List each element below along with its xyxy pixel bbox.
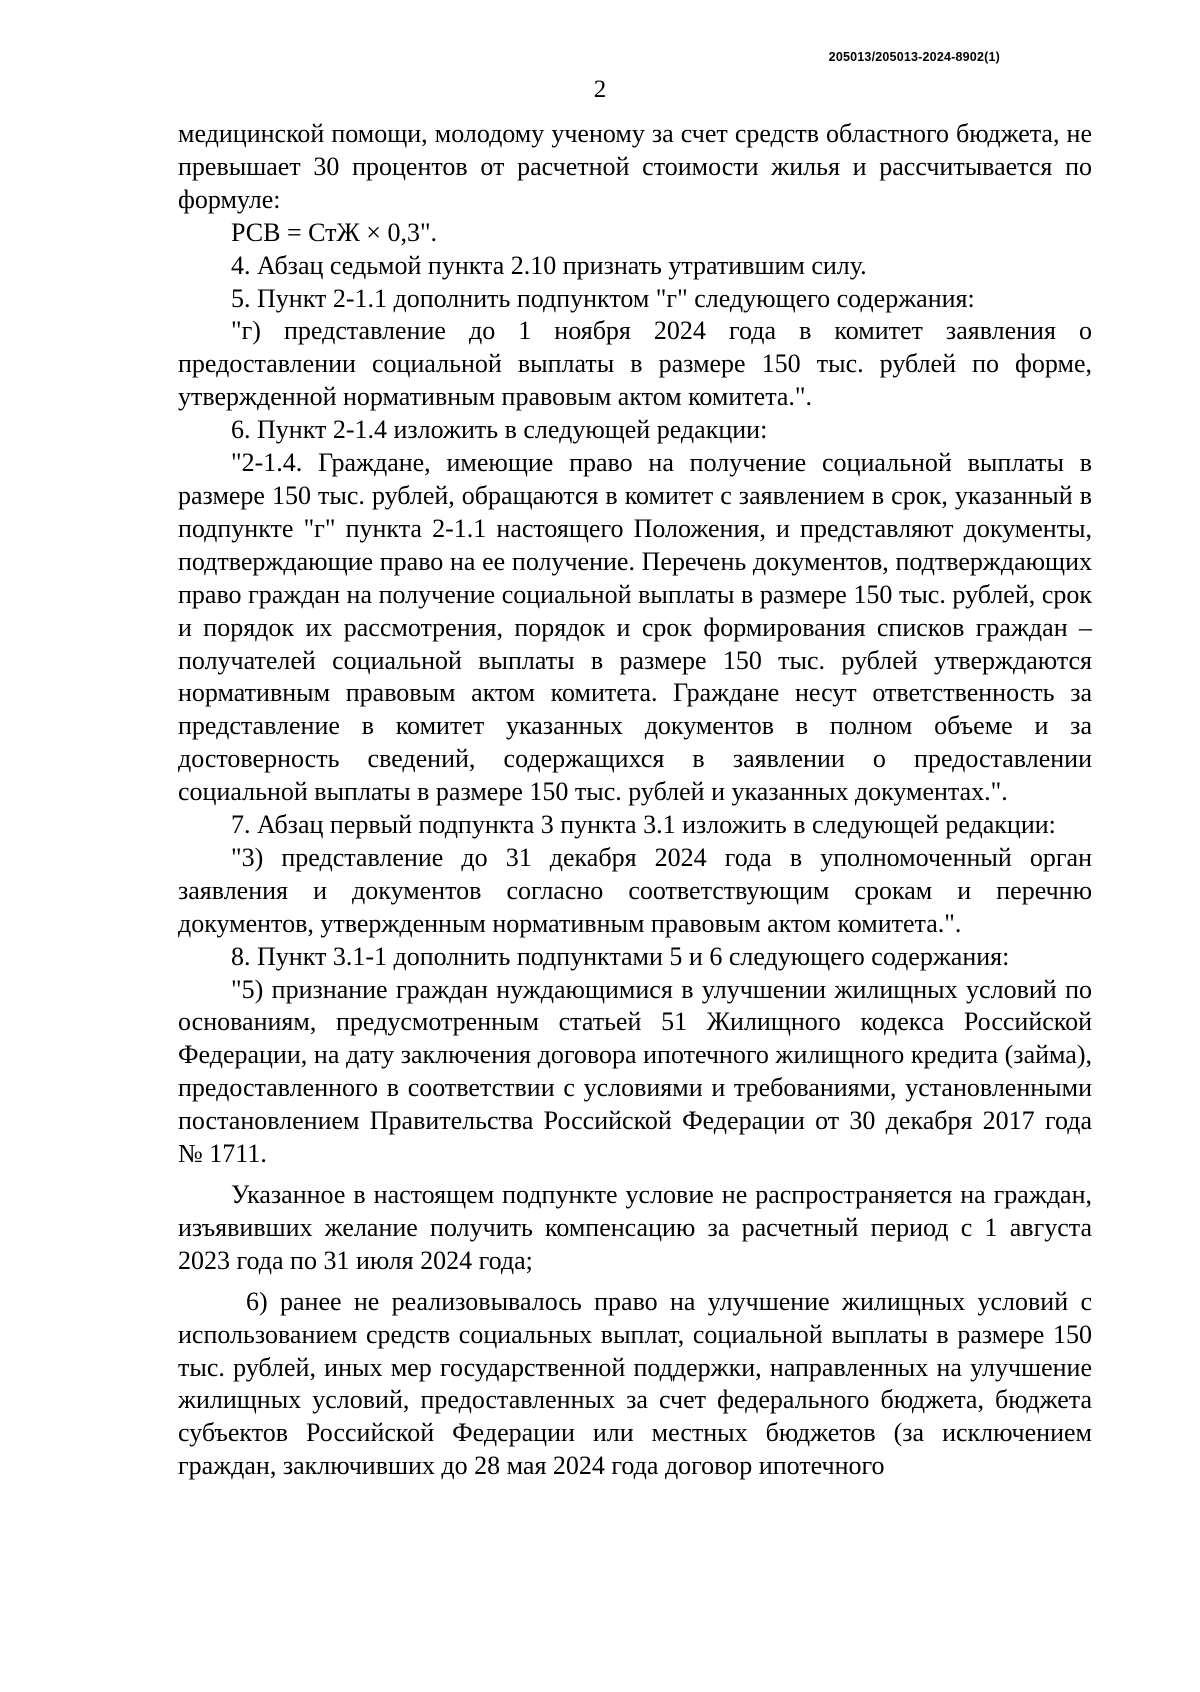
paragraph-item-5: 5. Пункт 2-1.1 дополнить подпунктом "г" следующего содержания: [231,283,975,313]
paragraph-item-4: 4. Абзац седьмой пункта 2.10 признать утратившим силу. [231,250,867,280]
paragraph-continuation: медицинской помощи, молодому ученому за счет средств областного бюджета, не превышает 30 процентов от расчетной стоимости жилья и рассчитывается по формуле: [178,119,1092,214]
paragraph-subitem-6: 6) ранее не реализовывалось право на улучшение жилищных условий с использованием средств социальных выплат, социальной выплаты в размере 150 тыс. рублей, иных мер государственной поддержки, направленных на улучшение жилищных условий, предоставленных за счет федерального бюджета, бюджета субъектов Российской Федерации или местных бюджетов (за исключением граждан, заключивших до 28 мая 2024 года договор ипотечного [178,1286,1092,1481]
document-body [178,118,1092,1483]
paragraph-subitem-g: "г) представление до 1 ноября 2024 года в комитет заявления о предоставлении социальной выплаты в размере 150 тыс. рублей по форме, утвержденной нормативным правовым актом комитета.". [178,316,1092,412]
paragraph-item-7: 7. Абзац первый подпункта 3 пункта 3.1 изложить в следующей редакции: [231,810,1056,840]
paragraph-subitem-3: "3) представление до 31 декабря 2024 года в уполномоченный орган заявления и документов согласно соответствующим срокам и перечню документов, утвержденным нормативным правовым актом комитета.". [178,842,1092,938]
page-number: 2 [593,76,607,103]
paragraph-subitem-5: "5) признание граждан нуждающимися в улучшении жилищных условий по основаниям, предусмотренным статьей 51 Жилищного кодекса Российской Федерации, на дату заключения договора ипотечного жилищного кредита (займа), предоставленного в соответствии с условиями и требованиями, установленными постановлением Правительства Российской Федерации от 30 декабря 2017 года № 1711. [178,974,1092,1169]
paragraph-item-8: 8. Пункт 3.1-1 дополнить подпунктами 5 и 6 следующего содержания: [231,941,1010,971]
paragraph-formula: РСВ = СтЖ × 0,3". [231,217,438,247]
paragraph-2-1-4: "2-1.4. Граждане, имеющие право на получение социальной выплаты в размере 150 тыс. рублей, обращаются в комитет с заявлением в срок, указанный в подпункте "г" пункта 2-1.1 настоящего Положения, и представляют документы, подтверждающие право на ее получение. Перечень документов, подтверждающих право граждан на получение социальной выплаты в размере 150 тыс. рублей, срок и порядок их рассмотрения, порядок и срок формирования списков граждан – получателей социальной выплаты в размере 150 тыс. рублей утверждаются нормативным правовым актом комитета. Граждане несут ответственность за представление в комитет указанных документов в полном объеме и за достоверность сведений, содержащихся в заявлении о предоставлении социальной выплаты в размере 150 тыс. рублей и указанных документах.". [178,448,1092,807]
paragraph-condition-note: Указанное в настоящем подпункте условие не распространяется на граждан, изъявивших желание получить компенсацию за расчетный период с 1 августа 2023 года по 31 июля 2024 года; [178,1180,1092,1275]
paragraph-item-6: 6. Пункт 2-1.4 изложить в следующей редакции: [231,415,768,445]
document-id: 205013/205013-2024-8902(1) [828,50,1000,64]
